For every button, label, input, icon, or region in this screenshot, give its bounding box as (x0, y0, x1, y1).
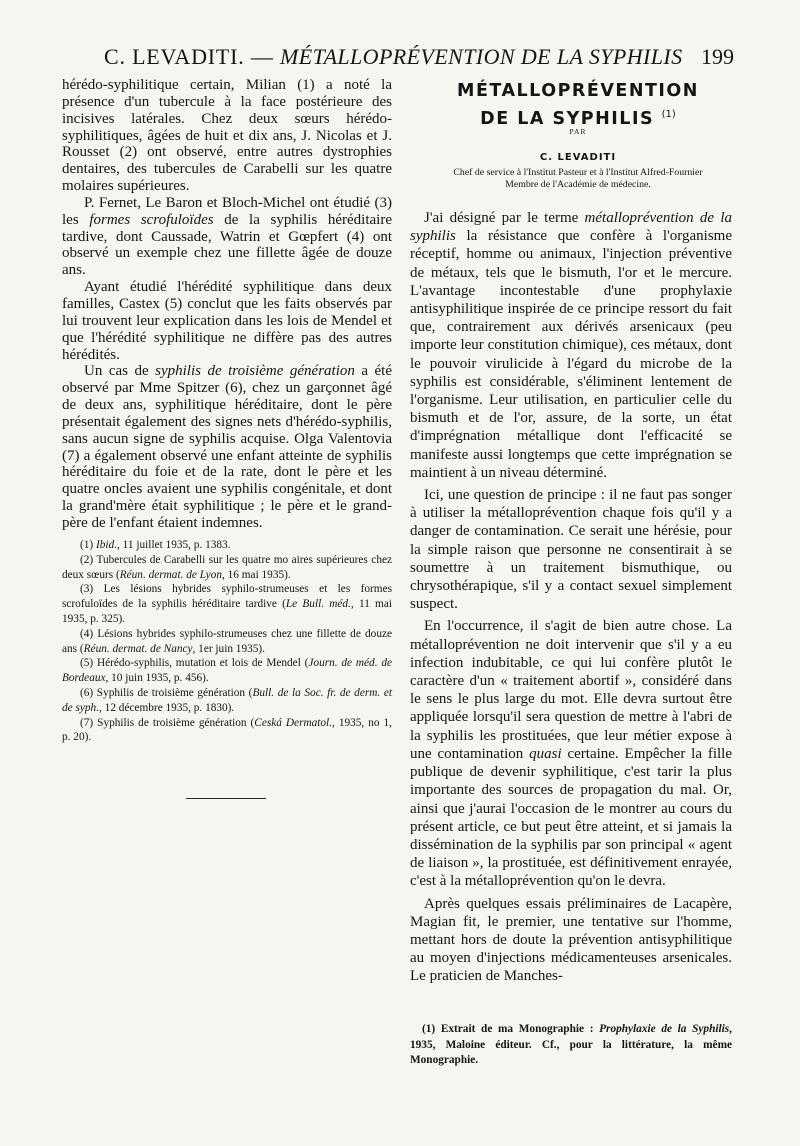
footnote (62, 538, 392, 553)
article-footnote (410, 1022, 732, 1069)
left-column-footnotes (62, 538, 392, 745)
footnote (62, 582, 392, 626)
text-run: (1) (80, 539, 96, 551)
paragraph (410, 895, 732, 986)
text-run: la résistance que confère à l'organisme réceptif, homme ou animaux, l'injection préventive de métaux, tels que le bismuth, l'or et le mercure. L'avantage incontestable d'une prophylaxie antisyphilitique inspirée de ce principe ressort du fait que, contrairement aux dérivés arsenicaux (peu importe leur constitution chimique), ces métaux, dont le pouvoir virulicide à l'égard du microbe de la syphilis est considérable, s'éliminent lentement de l'organisme. Leur utilisation, en particulier celle du bismuth et de l'or, assure, de la sorte, un état d'imprégnation métallique dont l'efficacité se manifeste aussi longtemps que cette imprégnation se maintient à un niveau déterminé. (410, 228, 732, 481)
byline-par: PAR (569, 127, 587, 136)
page-number: 199 (701, 44, 734, 69)
italic-run: Bull. de la Soc. fr. de derm. et de syph. (62, 686, 392, 714)
text-run: (1) Extrait de ma Monographie : (422, 1023, 600, 1035)
article-author: C. LEVADITI (539, 152, 617, 163)
text-run: (6) Syphilis de troisième génération ( (80, 686, 253, 699)
section-divider (186, 798, 266, 799)
text-run: , 11 mai 1935, p. 325). (62, 598, 392, 625)
running-header (104, 44, 734, 74)
footnote (62, 627, 392, 657)
text-run: P. Fernet, Le Baron et Bloch-Michel ont étudié (3) les (62, 194, 392, 228)
text-run: , 10 juin 1935, p. 456). (105, 672, 209, 685)
text-run: (7) Syphilis de troisième génération ( (80, 716, 255, 729)
affiliation-line: Chef de service à l'Institut Pasteur et à l'Institut Alfred-Fournier (453, 167, 703, 178)
text-run: (3) Les lésions hybrides syphilo-strumeuses et les formes scrofuloïdes de la syphilis héréditaire tardive ( (62, 583, 392, 611)
italic-run: syphilis de troisième génération (155, 363, 355, 380)
footnote (410, 1022, 732, 1069)
text-run: de la syphilis héréditaire tardive, dont Caussade, Watrin et Gœpfert (4) ont observé un exemple chez une fillette âgée de douze ans. (62, 211, 392, 279)
paragraph (410, 486, 732, 613)
italic-run: Prophylaxie de la Syphilis (599, 1023, 730, 1035)
italic-run: Le Bull. méd. (285, 598, 351, 611)
text-run: En l'occurrence, il s'agit de bien autre chose. La métalloprévention ne doit intervenir que s'il y a eu infection indubitable, ce qui lui confère plutôt le caractère d'un « traitement abortif », considéré dans le sens le plus large du mot. Elle devra surtout être appliquée lorsqu'il sera question de mettre à l'abri de la syphilis les prostituées, que leur métier expose à une contamination (410, 618, 732, 762)
affiliation-line: Membre de l'Académie de médecine. (505, 178, 651, 190)
text-run: J'ai désigné par le terme (424, 210, 585, 226)
footnote (62, 686, 392, 716)
paragraph (62, 363, 392, 531)
footnote (62, 553, 392, 583)
paragraph (410, 617, 732, 890)
footnote (62, 656, 392, 686)
running-header-author: C. LEVADITI. — (104, 44, 274, 69)
italic-run: Ibid. (96, 539, 118, 551)
footnote (62, 716, 392, 746)
paragraph (410, 209, 732, 482)
text-run: (2) Tubercules de Carabelli sur les quatre mo aires supérieures chez deux sœurs ( (62, 553, 392, 581)
right-column-body (410, 209, 732, 990)
text-run: , 12 décembre 1935, p. 1830). (99, 701, 235, 714)
paragraph (62, 77, 392, 195)
text-run: (5) Hérédo-syphilis, mutation et lois de Mendel ( (80, 657, 309, 670)
running-header-title: MÉTALLOPRÉVENTION DE LA SYPHILIS (280, 44, 683, 69)
text-run: a été observé par Mme Spitzer (6), chez un garçonnet âgé de deux ans, syphilitique héréditaire, dont le père présentait également des signes nets d'hérédo-syphilis, sans aucun signe de syphilis acquise. Olga Valentovia (7) a également observé une enfant atteinte de syphilis héréditaire du foie et de la rate, dont le père et les quatre oncles avaient une syphilis congénitale, et dont la grand'mère était syphilitique ; le père et le grand-père de l'enfant étaient indemnes. (62, 363, 393, 531)
title-footnote-ref: (1) (661, 109, 676, 120)
text-run: Ayant étudié l'hérédité syphilitique dans deux familles, Castex (5) conclut que les faits observés par lui trouvent leur explication dans les lois de Mendel et que l'hérédité syphilitique ne diffère pas des autres hérédités. (62, 279, 392, 363)
text-run: Un cas de (84, 363, 156, 380)
italic-run: Réun. dermat. de Lyon (119, 568, 222, 581)
text-run: , 16 mai 1935). (222, 568, 291, 581)
text-run: hérédo-syphilitique certain, Milian (1) a noté la présence d'un tubercule à la face postérieure des incisives latérales. Chez deux sœurs hérédo-syphilitiques, âgées de huit et dix ans, J. Nicolas et J. Rousset (2) ont observé, entre autres dystrophies dentaires, des tubercules de Carabelli sur les quatre molaires supérieures. (62, 77, 392, 195)
article-title-line-2-text: DE LA SYPHILIS (480, 108, 655, 129)
left-column-body (62, 77, 392, 532)
text-run: Ici, une question de principe : il ne faut pas songer à utiliser la métalloprévention chaque fois qu'il y a danger de contamination. Ce serait une hérésie, pour la simple raison que personne ne consentirait à se soumettre à un traitement bismuthique, ou chrysothérapique, s'il y a contact sexuel simplement suspect. (410, 487, 732, 613)
italic-run: formes scrofuloïdes (89, 211, 214, 228)
text-run: , 1er juin 1935). (192, 642, 265, 655)
text-run: (4) Lésions hybrides syphilo-strumeuses chez une fillette de douze ans ( (62, 627, 392, 655)
author-affiliation (408, 167, 748, 190)
text-run: Après quelques essais préliminaires de Lacapère, Magian fit, le premier, une tentative sur l'homme, mettant hors de doute la prévention antisyphilitique au moyen d'injections médicamenteuses arsenicales. Le praticien de Manches- (410, 895, 732, 985)
italic-run: Ceská Dermatol. (254, 716, 333, 729)
article-title (408, 80, 748, 131)
text-run: , 1935, Maloine éditeur. Cf., pour la littérature, la même Monographie. (410, 1023, 732, 1066)
article-title-line-1: MÉTALLOPRÉVENTION (457, 81, 699, 101)
paragraph (62, 195, 392, 279)
italic-run: métalloprévention de la syphilis (410, 210, 733, 245)
italic-run: Réun. dermat. de Nancy (83, 642, 193, 655)
paragraph (62, 279, 392, 363)
text-run: , 1935, no 1, p. 20). (62, 716, 393, 744)
text-run: certaine. Empêcher la fille publique de devenir syphilitique, c'est tarir la plus importante des sources de propagation du mal. Or, ainsi que j'aurai l'occasion de le montrer au cours du présent article, ce but peut être atteint, et si jamais la dissémination de la syphilis par son principal « agent de liaison », la prostituée, est définitivement enrayée, c'est à la métalloprévention qu'on le devra. (410, 745, 732, 890)
italic-run: Journ. de méd. de Bordeaux (62, 657, 393, 685)
text-run: , 11 juillet 1935, p. 1383. (117, 539, 231, 551)
italic-run: quasi (529, 745, 562, 762)
